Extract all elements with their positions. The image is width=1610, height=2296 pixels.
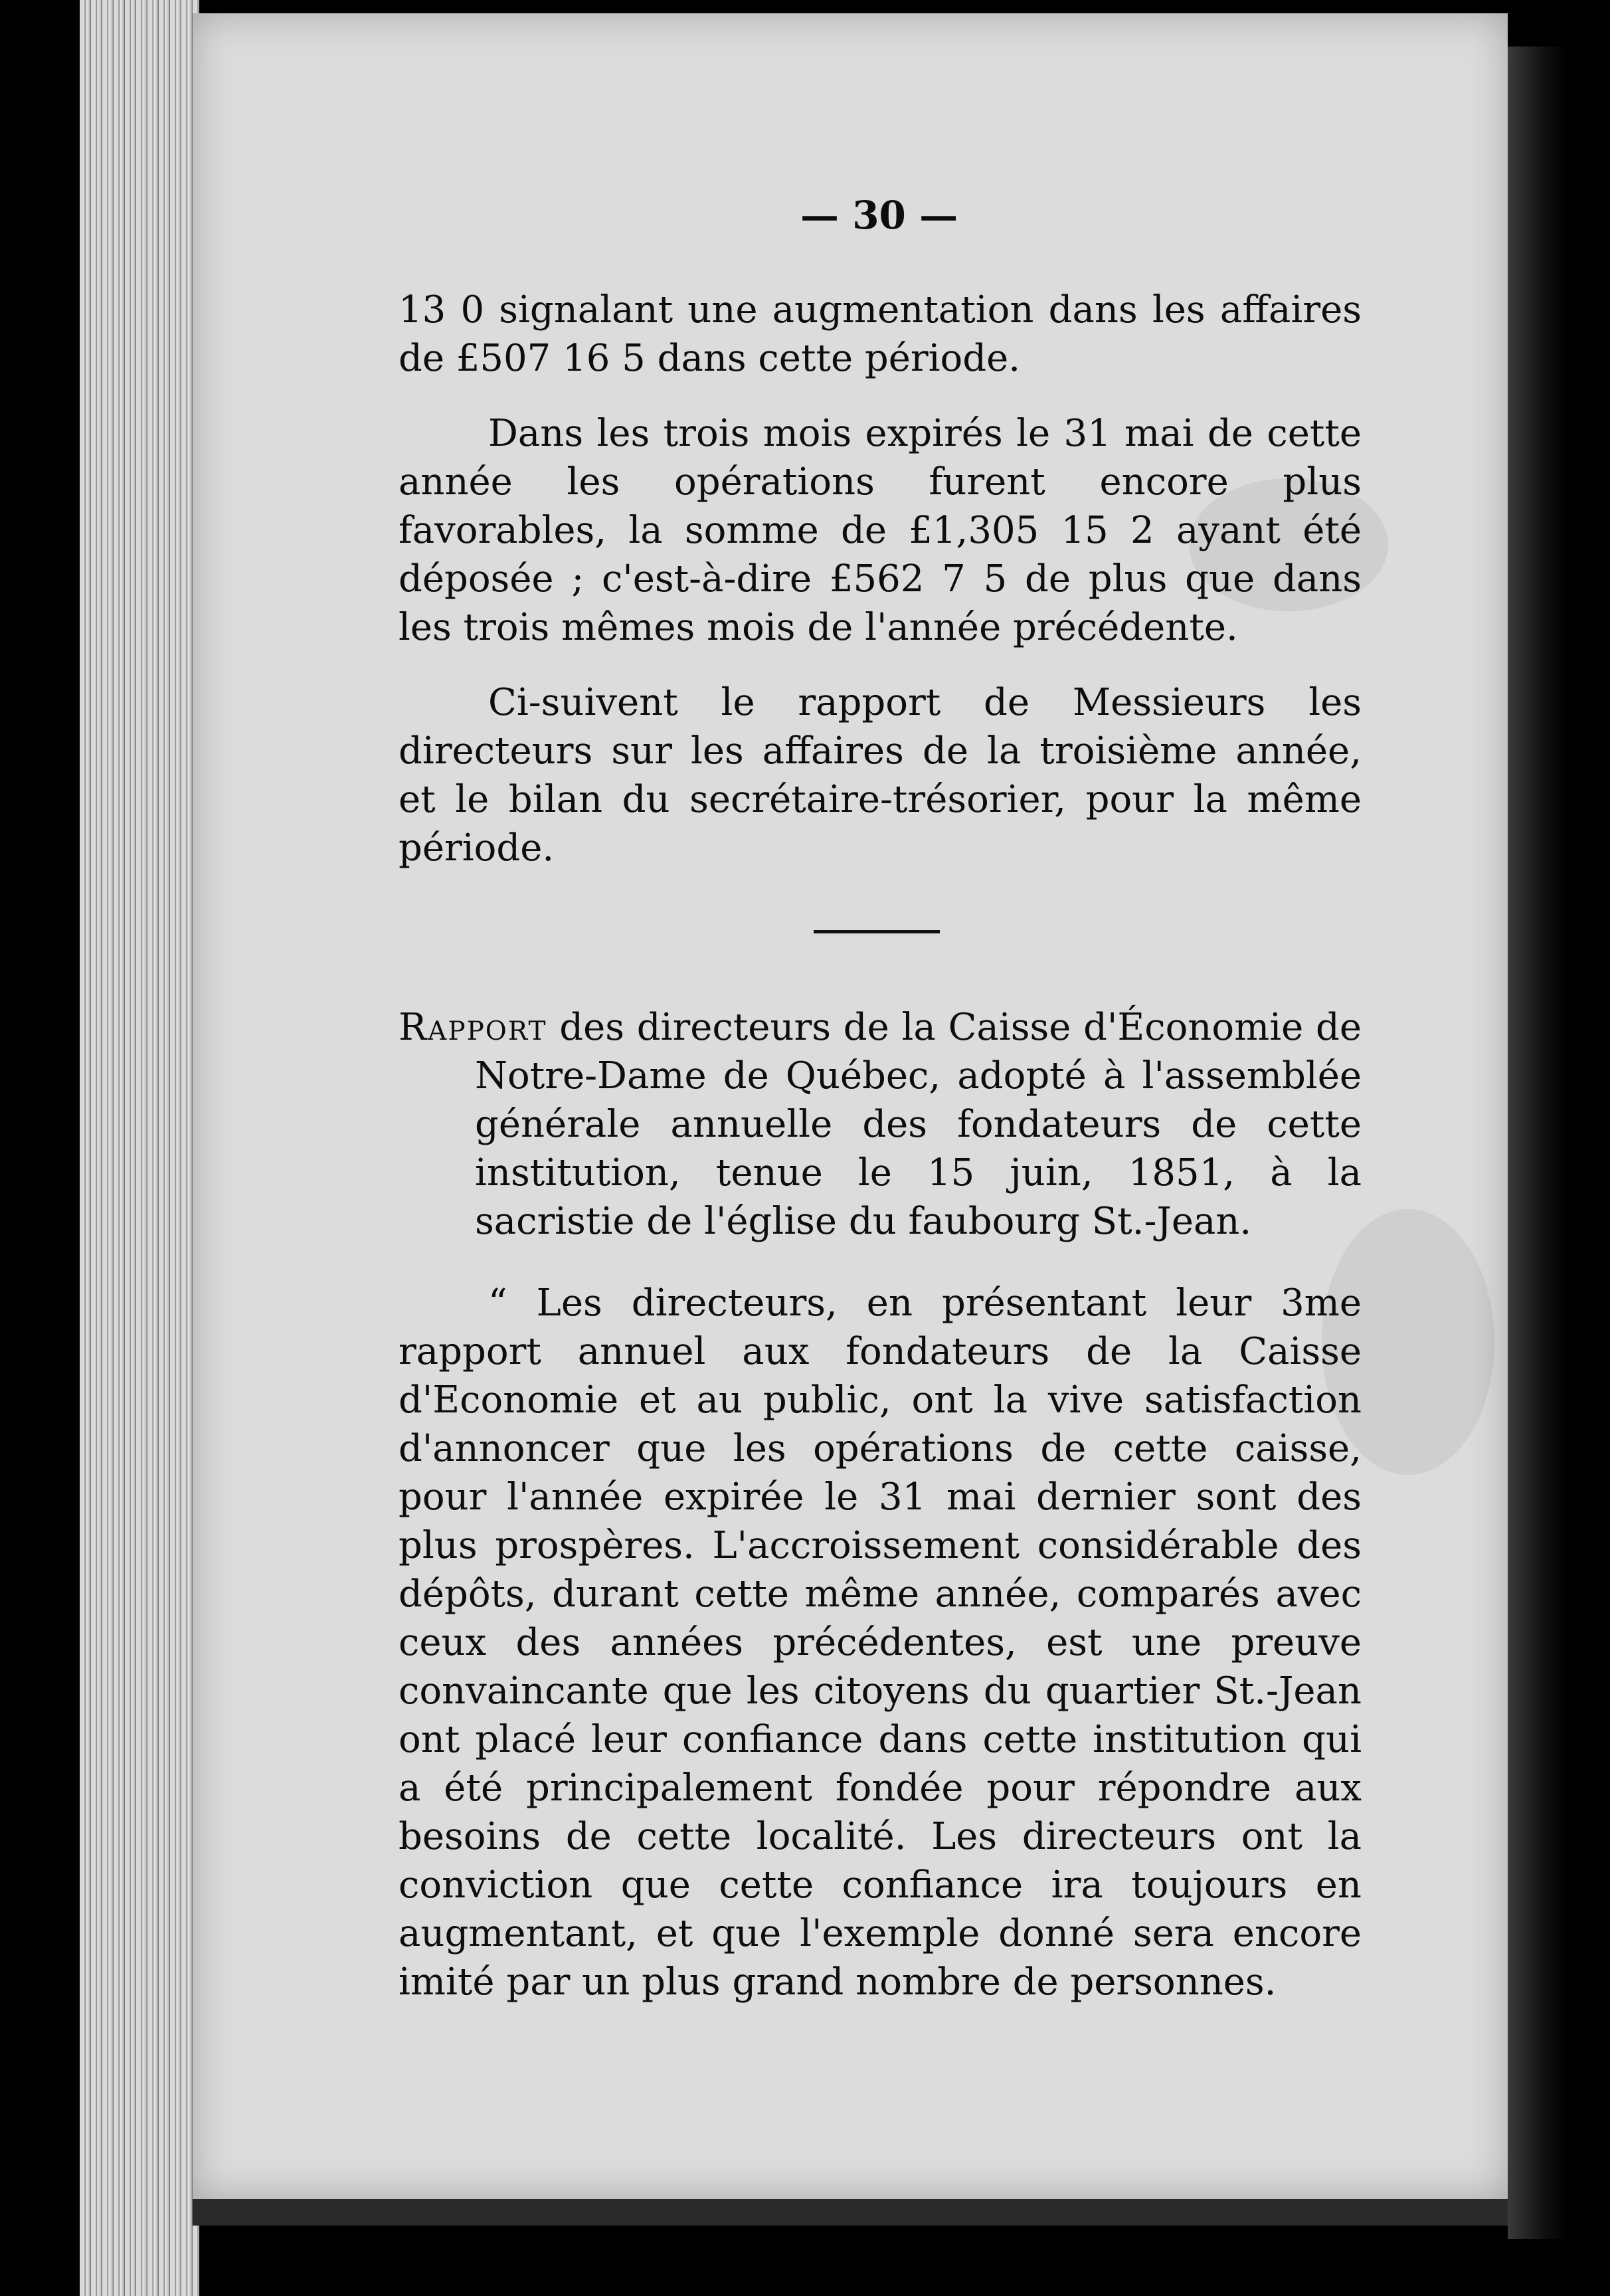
book-page-edges [80,0,199,2296]
report-body-paragraph: “ Les directeurs, en présentant leur 3me rapport annuel aux fondateurs de la Caisse d'Economie et au public, ont la vive satisfaction d'annoncer que les opérations de cette caisse, pour l'année expirée le 31 mai dernier sont des plus prospères. L'accroissement considérable des dépôts, durant cette même année, comparés avec ceux des années précédentes, est une preuve convaincante que les citoyens du quartier St.-Jean ont placé leur confiance dans cette institution qui a été principalement fondée pour répondre aux besoins de cette localité. Les directeurs ont la conviction que cette confiance ira toujours en augmentant, et que l'exemple donné sera encore imité par un plus grand nombre de personnes. [399,1282,1362,2004]
report-heading-word: Rapport [399,1006,547,1049]
page-number: — 30 — [800,193,958,238]
page-bottom-edge [193,2199,1508,2226]
paragraph-intro-report: Ci-suivent le rapport de Messieurs les directeurs sur les affaires de la troisième année, et le bilan du secrétaire-trésorier, pour la même période. [399,681,1362,870]
report-heading-text [399,1003,1362,1246]
report-heading-rest: des directeurs de la Caisse d'Économie de Notre-Dame de Québec, adopté à l'assemblée générale annuelle des fondateurs de cette institution, tenue le 15 juin, 1851, à la sacristie de l'église du faubourg St.-Jean. [475,1006,1362,1243]
paragraph-continuation: 13 0 signalant une augmentation dans les affaires de £507 16 5 dans cette période. [399,288,1362,380]
paragraph-deposits: Dans les trois mois expirés le 31 mai de cette année les opérations furent encore plus favorables, la somme de £1,305 15 2 ayant été déposée ; c'est-à-dire £562 7 5 de plus que dans les trois mêmes mois de l'année précédente. [399,412,1362,649]
report-body [399,1279,1362,2006]
section-divider [814,930,940,933]
page-gutter-shadow [1508,47,1567,2239]
top-paragraphs [399,286,1362,899]
report-heading [399,1003,1362,1246]
